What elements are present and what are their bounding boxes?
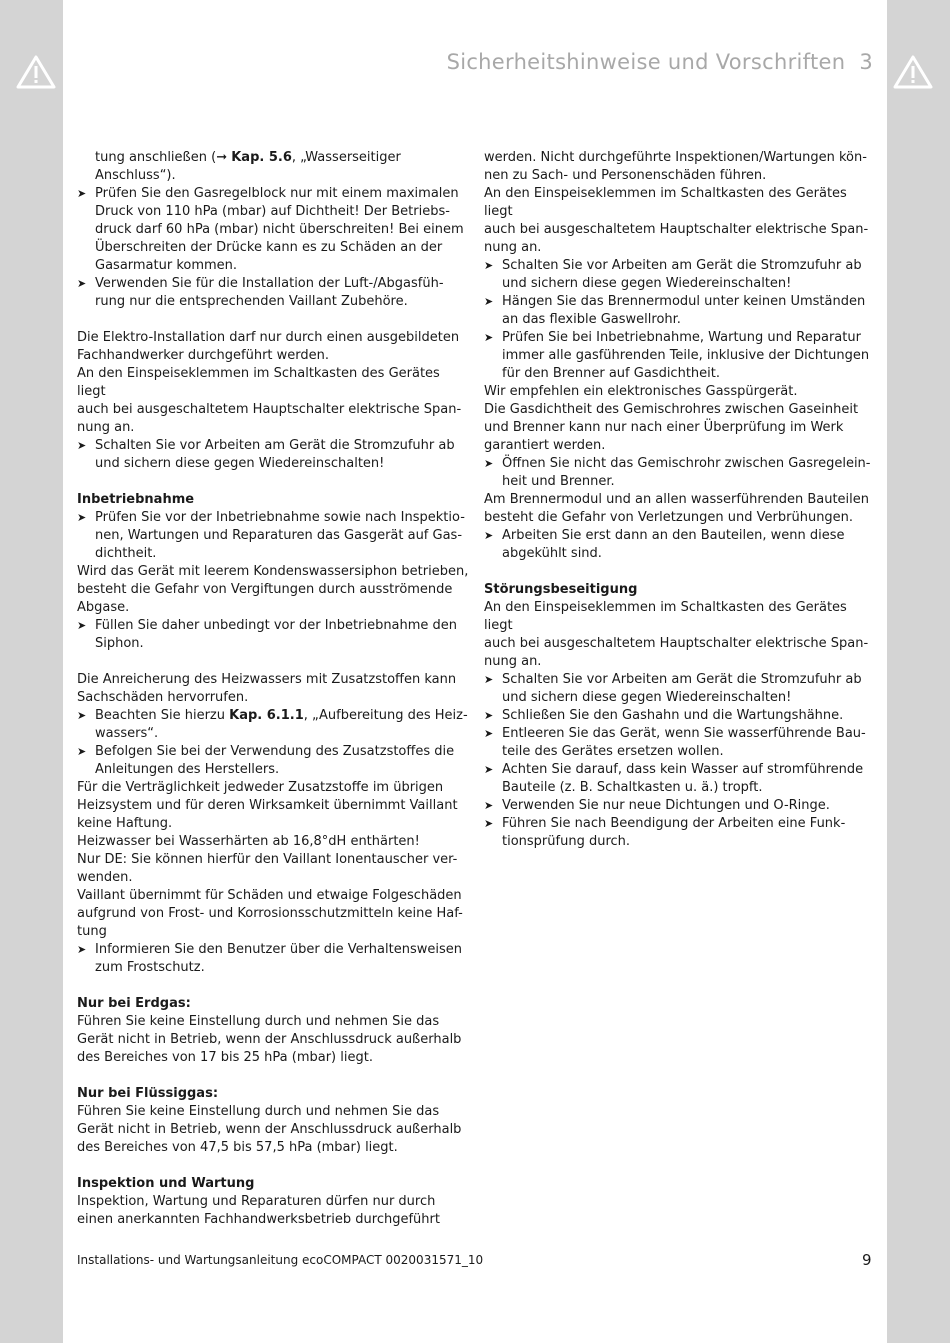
section-heading: Störungsbeseitigung [484,582,638,597]
paragraph: Anschluss“). [95,168,176,183]
section-heading: Nur bei Flüssiggas: [77,1086,219,1101]
paragraph: Am Brennermodul und an allen wasserführenden Bauteilen besteht die Gefahr von Verletzungen und Verbrühungen. [484,492,870,525]
list-item: ➤ Hängen Sie das Brennermodul unter keinen Umständen an das flexible Gaswellrohr. [484,294,866,327]
arrowhead-bullet-icon: ➤ [484,763,494,776]
arrowhead-bullet-icon: ➤ [484,817,494,830]
arrowhead-bullet-icon: ➤ [77,511,87,524]
list-item: ➤ Entleeren Sie das Gerät, wenn Sie wasserführende Bau- teile des Gerätes ersetzen wollen. [484,726,866,759]
chapter-reference: Kap. 6.1.1 [229,708,304,723]
arrowhead-bullet-icon: ➤ [77,187,87,200]
right-column [484,149,876,851]
arrowhead-bullet-icon: ➤ [484,529,494,542]
page-header [447,50,873,74]
header-title: Sicherheitshinweise und Vorschriften [446,50,846,74]
paragraph: Für die Verträglichkeit jedweder Zusatzstoffe im übrigen Heizsystem und für deren Wirksamkeit übernimmt Vaillant keine Haftung. Heizwasser bei Wasserhärten ab 16,8°dH enthärten! Nur DE: Sie können hierfür den Vaillant Ionentauscher ver- wenden. Vaillant übernimmt für Schäden und etwaige Folgeschäden aufgrund von Frost- und Korrosionsschutzmitteln keine Haf- tung [77,780,463,939]
list-item: ➤ Führen Sie nach Beendigung der Arbeiten eine Funk- tionsprüfung durch. [484,816,846,849]
arrowhead-bullet-icon: ➤ [77,709,87,722]
chapter-reference: Kap. 5.6 [231,150,292,165]
arrowhead-bullet-icon: ➤ [77,277,87,290]
arrowhead-bullet-icon: ➤ [484,727,494,740]
paragraph: werden. Nicht durchgeführte Inspektionen/Wartungen kön- nen zu Sach- und Personenschäden führen. An den Einspeiseklemmen im Schaltkasten des Gerätes liegt auch bei ausgeschaltetem Hauptschalter elektrische Span- nung an. [484,150,869,255]
list-item: ➤ Achten Sie darauf, dass kein Wasser auf stromführende Bauteile (z. B. Schaltkasten u. ä.) tropft. [484,762,864,795]
list-item: ➤ Schalten Sie vor Arbeiten am Gerät die Stromzufuhr ab und sichern diese gegen Wiedereinschalten! [484,258,862,291]
paragraph: Inspektion, Wartung und Reparaturen dürfen nur durch einen anerkannten Fachhandwerksbetrieb durchgeführt [77,1194,440,1227]
left-column [77,149,469,1229]
section-heading: Inbetriebnahme [77,492,195,507]
arrowhead-bullet-icon: ➤ [484,331,494,344]
list-item: ➤ Schalten Sie vor Arbeiten am Gerät die Stromzufuhr ab und sichern diese gegen Wiedereinschalten! [77,438,455,471]
list-item: ➤ Informieren Sie den Benutzer über die Verhaltensweisen zum Frostschutz. [77,942,462,975]
warning-triangle-icon [16,55,56,89]
arrowhead-bullet-icon: ➤ [484,457,494,470]
list-item: ➤ Schalten Sie vor Arbeiten am Gerät die Stromzufuhr ab und sichern diese gegen Wiedereinschalten! [484,672,862,705]
chapter-number: 3 [859,50,873,74]
arrowhead-bullet-icon: ➤ [484,295,494,308]
section-heading: Nur bei Erdgas: [77,996,191,1011]
list-item: ➤ Befolgen Sie bei der Verwendung des Zusatzstoffes die Anleitungen des Herstellers. [77,744,455,777]
arrowhead-bullet-icon: ➤ [484,673,494,686]
paragraph: Führen Sie keine Einstellung durch und nehmen Sie das Gerät nicht in Betrieb, wenn der Anschlussdruck außerhalb des Bereiches von 17 bis 25 hPa (mbar) liegt. [77,1014,462,1065]
list-item: ➤ Prüfen Sie den Gasregelblock nur mit einem maximalen Druck von 110 hPa (mbar) auf Dichtheit! Der Betriebs- druck darf 60 hPa (mbar) nicht überschreiten! Bei einem Überschreiten der Drücke kann es zu Schäden an der Gasarmatur kommen. [77,186,464,273]
list-item: ➤ Beachten Sie hierzu Kap. 6.1.1, „Aufbereitung des Heiz- wassers“. [77,708,468,741]
arrow-right-icon: ➞ [216,150,228,165]
paragraph: An den Einspeiseklemmen im Schaltkasten des Gerätes liegt auch bei ausgeschaltetem Hauptschalter elektrische Span- nung an. [484,600,869,669]
warning-triangle-icon [893,55,933,89]
paragraph: tung anschließen (➞ Kap. 5.6, „Wasserseitiger [95,150,401,165]
section-heading: Inspektion und Wartung [77,1176,255,1191]
paragraph: Die Elektro-Installation darf nur durch einen ausgebildeten Fachhandwerker durchgeführt werden. An den Einspeiseklemmen im Schaltkasten des Gerätes liegt auch bei ausgeschaltetem Hauptschalter elektrische Span- nung an. [77,330,462,435]
list-item: ➤ Prüfen Sie bei Inbetriebnahme, Wartung und Reparatur immer alle gasführenden Teile, inklusive der Dichtungen für den Brenner auf Gasdichtheit. [484,330,870,381]
arrowhead-bullet-icon: ➤ [484,799,494,812]
arrowhead-bullet-icon: ➤ [77,745,87,758]
arrowhead-bullet-icon: ➤ [484,709,494,722]
page-number: 9 [862,1251,872,1269]
paragraph: Die Anreicherung des Heizwassers mit Zusatzstoffen kann Sachschäden hervorrufen. [77,672,457,705]
list-item: ➤ Verwenden Sie für die Installation der Luft-/Abgasfüh- rung nur die entsprechenden Vaillant Zubehöre. [77,276,444,309]
paragraph: Wir empfehlen ein elektronisches Gasspürgerät. Die Gasdichtheit des Gemischrohres zwischen Gaseinheit und Brenner kann nur nach einer Überprüfung im Werk garantiert werden. [484,384,859,453]
paragraph: Wird das Gerät mit leerem Kondenswassersiphon betrieben, besteht die Gefahr von Vergiftungen durch ausströmende Abgase. [77,564,469,615]
list-item: ➤ Öffnen Sie nicht das Gemischrohr zwischen Gasregelein- heit und Brenner. [484,456,871,489]
list-item: ➤ Schließen Sie den Gashahn und die Wartungshähne. [484,708,844,723]
footer-text: Installations- und Wartungsanleitung ecoCOMPACT 0020031571_10 [77,1253,484,1267]
arrowhead-bullet-icon: ➤ [77,439,87,452]
arrowhead-bullet-icon: ➤ [77,619,87,632]
arrowhead-bullet-icon: ➤ [77,943,87,956]
list-item: ➤ Verwenden Sie nur neue Dichtungen und O-Ringe. [484,798,830,813]
paragraph: Führen Sie keine Einstellung durch und nehmen Sie das Gerät nicht in Betrieb, wenn der Anschlussdruck außerhalb des Bereiches von 47,5 bis 57,5 hPa (mbar) liegt. [77,1104,462,1155]
list-item: ➤ Füllen Sie daher unbedingt vor der Inbetriebnahme den Siphon. [77,618,458,651]
list-item: ➤ Arbeiten Sie erst dann an den Bauteilen, wenn diese abgekühlt sind. [484,528,845,561]
list-item: ➤ Prüfen Sie vor der Inbetriebnahme sowie nach Inspektio- nen, Wartungen und Reparaturen das Gasgerät auf Gas- dichtheit. [77,510,465,561]
arrowhead-bullet-icon: ➤ [484,259,494,272]
